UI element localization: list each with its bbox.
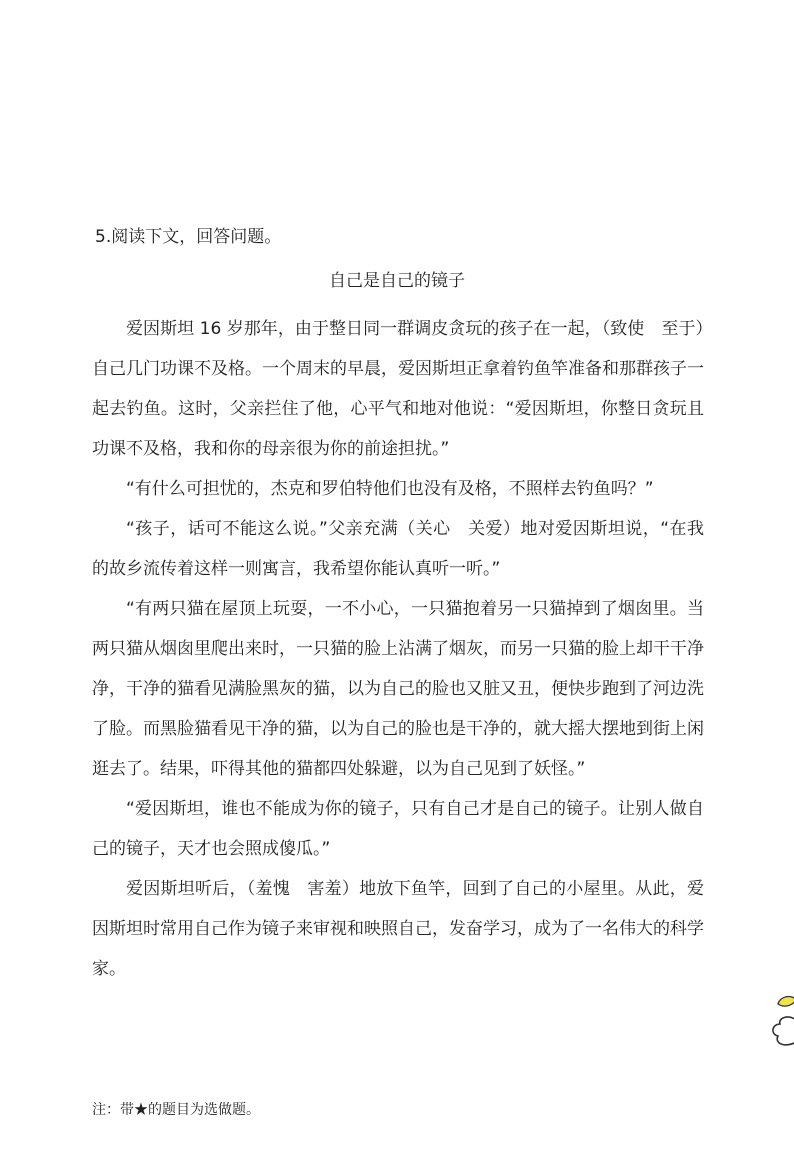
question-heading: 5.阅读下文，回答问题。 xyxy=(95,227,282,247)
story-paragraph: “爱因斯坦，谁也不能成为你的镜子，只有自己才是自己的镜子。让别人做自己的镜子，天才也会照成傻瓜。” xyxy=(92,799,704,859)
cloud-outline-shape xyxy=(773,1017,794,1045)
story-paragraph: “有什么可担忧的，杰克和罗伯特他们也没有及格，不照样去钓鱼吗？” xyxy=(126,479,654,499)
story-title: 自己是自己的镜子 xyxy=(329,271,465,291)
cartoon-corner-icon xyxy=(766,992,794,1052)
yellow-leaf-shape xyxy=(778,997,794,1007)
story-body xyxy=(92,309,704,989)
story-paragraph: 爱因斯坦 16 岁那年，由于整日同一群调皮贪玩的孩子在一起，（致使 至于）自己几门功课不及格。一个周末的早晨，爱因斯坦正拿着钓鱼竿准备和那群孩子一起去钓鱼。这时，父亲拦住了他，心平气和地对他说：“爱因斯坦，你整日贪玩且功课不及格，我和你的母亲很为你的前途担扰。” xyxy=(92,319,704,459)
story-paragraph: “有两只猫在屋顶上玩耍，一不小心，一只猫抱着另一只猫掉到了烟囱里。当两只猫从烟囱里爬出来时，一只猫的脸上沾满了烟灰，而另一只猫的脸上却干干净净，干净的猫看见满脸黑灰的猫，以为自己的脸也又脏又丑，便快步跑到了河边洗了脸。而黑脸猫看见干净的猫，以为自己的脸也是干净的，就大摇大摆地到街上闲逛去了。结果，吓得其他的猫都四处躲避，以为自己见到了妖怪。” xyxy=(92,599,704,779)
footnote: 注：带★的题目为选做题。 xyxy=(92,1102,260,1118)
story-paragraph: “孩子，话可不能这么说。”父亲充满（关心 关爱）地对爱因斯坦说，“在我的故乡流传着这样一则寓言，我希望你能认真听一听。” xyxy=(92,519,704,579)
story-paragraph: 爱因斯坦听后，（羞愧 害羞）地放下鱼竿，回到了自己的小屋里。从此，爱因斯坦时常用自己作为镜子来审视和映照自己，发奋学习，成为了一名伟大的科学家。 xyxy=(92,879,704,979)
